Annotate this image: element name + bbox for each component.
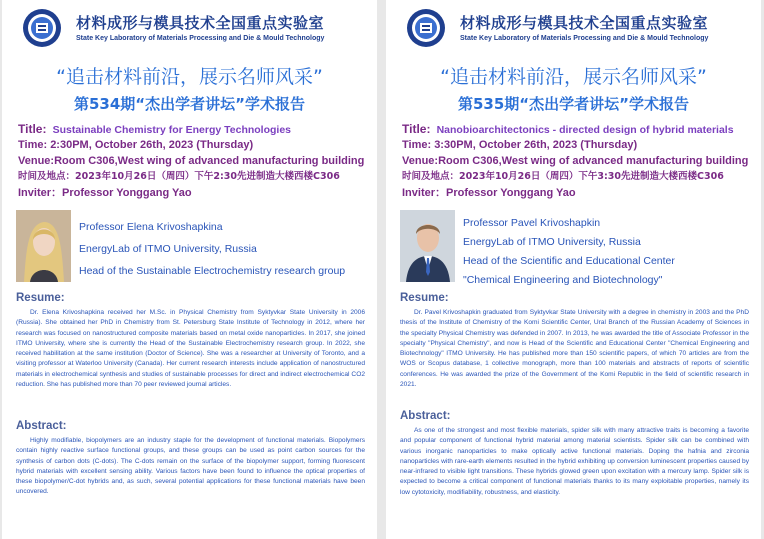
speaker-position: Head of the Scientific and Educational Center — [463, 255, 675, 267]
speaker-name: Professor Elena Krivoshapkina — [79, 221, 223, 233]
poster-535 — [386, 0, 761, 539]
speaker-name: Professor Pavel Krivoshapkin — [463, 217, 601, 229]
speaker-affiliation: EnergyLab of ITMO University, Russia — [463, 236, 641, 248]
speaker-position: Head of the Sustainable Electrochemistry research group — [79, 265, 346, 277]
talk-time-place-cn: 时间及地点：2023年10月26日（周四）下午3:30先进制造大楼西楼C306 — [402, 171, 724, 182]
abstract-heading: Abstract: — [16, 420, 67, 432]
series-title: 第535期“杰出学者讲坛”学术报告 — [457, 95, 690, 113]
title-label: Title: — [402, 122, 431, 136]
abstract-text: As one of the strongest and most flexible materials, spider silk with many attractive traits is becoming a favorite and popular component of functional hybrid material among material scientists. Spider silk can be combined with various inorganic nanoparticles to make optically active functional materials. Doping the hafnia and zirconia nanoparticles with rare-earth elements resulted in the hybrid exhibiting up conversion luminescent properties caused by near-infrared to visible light transitions. These hybrids glowed green upon excitation with a mercury lamp. Spider silk is expected to become a critical component of functional materials thanks to its many exploitable properties, namely its low cytotoxicity, modifiability, robustness, and elasticity. — [400, 427, 749, 496]
talk-time: Time: 2:30PM, October 26th, 2023 (Thursday) — [18, 139, 254, 151]
talk-info — [18, 121, 373, 201]
lab-logo-icon — [22, 8, 62, 48]
speaker-info — [79, 216, 373, 282]
talk-info — [402, 121, 757, 201]
talk-title: Nanobioarchitectonics - directed design of hybrid materials — [436, 124, 734, 136]
resume-text: Dr. Pavel Krivoshapkin graduated from Syktyvkar State University with a degree in chemistry in 2003 and the PhD thesis of the Institute of Chemistry of the Komi Scientific Center, Ural Branch of the Russian Academy of Sciences in the specialty Physical Chemistry was defended in 2007. In 2013, he was awarded the title of Associate Professor in the specialty "Physical Chemistry", and now is Head of the Scientific and Educational Center "Chemical Engineering and Biotechnology" ITMO University. He has published more than 150 scientific papers, of which 70 articles are from the WOS or Scopus database, 1 collective monograph, more than 100 materials and abstracts of reports of scientific conferences. He was awarded the prize of the Government of the Komi Republic in the field of scientific research in 2021. — [400, 309, 749, 389]
title-label: Title: — [18, 122, 47, 136]
speaker-photo — [16, 210, 71, 282]
talk-inviter: Inviter：Professor Yonggang Yao — [18, 187, 192, 199]
lab-name-cn: 材料成形与模具技术全国重点实验室 — [460, 14, 709, 32]
abstract-text: Highly modifiable, biopolymers are an industry staple for the development of functional materials. Biopolymers contain highly reactive surface functional groups, and these groups can be used as point carbon sources for the synthesis of carbon dots (C-dots). The C-dots remain on the surface of the biopolymer support, forming fluorescent hybrid materials with excellent sensing ability. Various factors have been found to influence the optical properties of these biopolymer/C-dot hybrids and, as such, several potential applications for these functional materials have been uncovered. — [16, 437, 365, 496]
resume-heading: Resume: — [16, 292, 65, 304]
speaker-info — [463, 214, 757, 290]
talk-venue: Venue:Room C306,West wing of advanced manufacturing building — [18, 155, 365, 167]
slogan: “追击材料前沿，展示名师风采” — [440, 66, 707, 88]
lab-logo-icon — [406, 8, 446, 48]
lab-name-en: State Key Laboratory of Materials Processing and Die & Mould Technology — [460, 35, 709, 42]
lab-header — [22, 8, 367, 48]
speaker-affiliation: EnergyLab of ITMO University, Russia — [79, 243, 257, 255]
resume-text: Dr. Elena Krivoshapkina received her M.Sc. in Physical Chemistry from Syktyvkar State University in 2006 (Russia). She obtained her PhD in Chemistry from St. Petersburg State Institute of Technology in 2012, where her research was focused on nanostructured composite materials based on metal oxide nanoparticles. In 2017, she joined ITMO University, where she is currently the Head of the Sustainable Electrochemistry research group. In 2022, she received habilitation at the same institution (Doctor of Science). She was a researcher at University of Toronto, and a visiting professor at Waterloo University (Canada). Her current research interests include application of nanostructured materials in electrochemical synthesis and studies of sustainable processes for direct and indirect electrochemical CO2 reduction. She has published more than 70 peer reviewed journal articles. — [16, 309, 365, 389]
talk-time: Time: 3:30PM, October 26th, 2023 (Thursday) — [402, 139, 638, 151]
talk-title: Sustainable Chemistry for Energy Technologies — [52, 124, 292, 136]
slogan: “追击材料前沿，展示名师风采” — [56, 66, 323, 88]
speaker-center-name: "Chemical Engineering and Biotechnology" — [463, 274, 663, 286]
poster-534 — [2, 0, 377, 539]
abstract-heading: Abstract: — [400, 410, 451, 422]
talk-time-place-cn: 时间及地点：2023年10月26日（周四）下午2:30先进制造大楼西楼C306 — [18, 171, 340, 182]
lab-name-cn: 材料成形与模具技术全国重点实验室 — [76, 14, 325, 32]
talk-inviter: Inviter：Professor Yonggang Yao — [402, 187, 576, 199]
talk-venue: Venue:Room C306,West wing of advanced manufacturing building — [402, 155, 749, 167]
speaker-photo — [400, 210, 455, 282]
resume-heading: Resume: — [400, 292, 449, 304]
series-title: 第534期“杰出学者讲坛”学术报告 — [73, 95, 306, 113]
lab-header — [406, 8, 751, 48]
lab-name-en: State Key Laboratory of Materials Processing and Die & Mould Technology — [76, 35, 325, 42]
